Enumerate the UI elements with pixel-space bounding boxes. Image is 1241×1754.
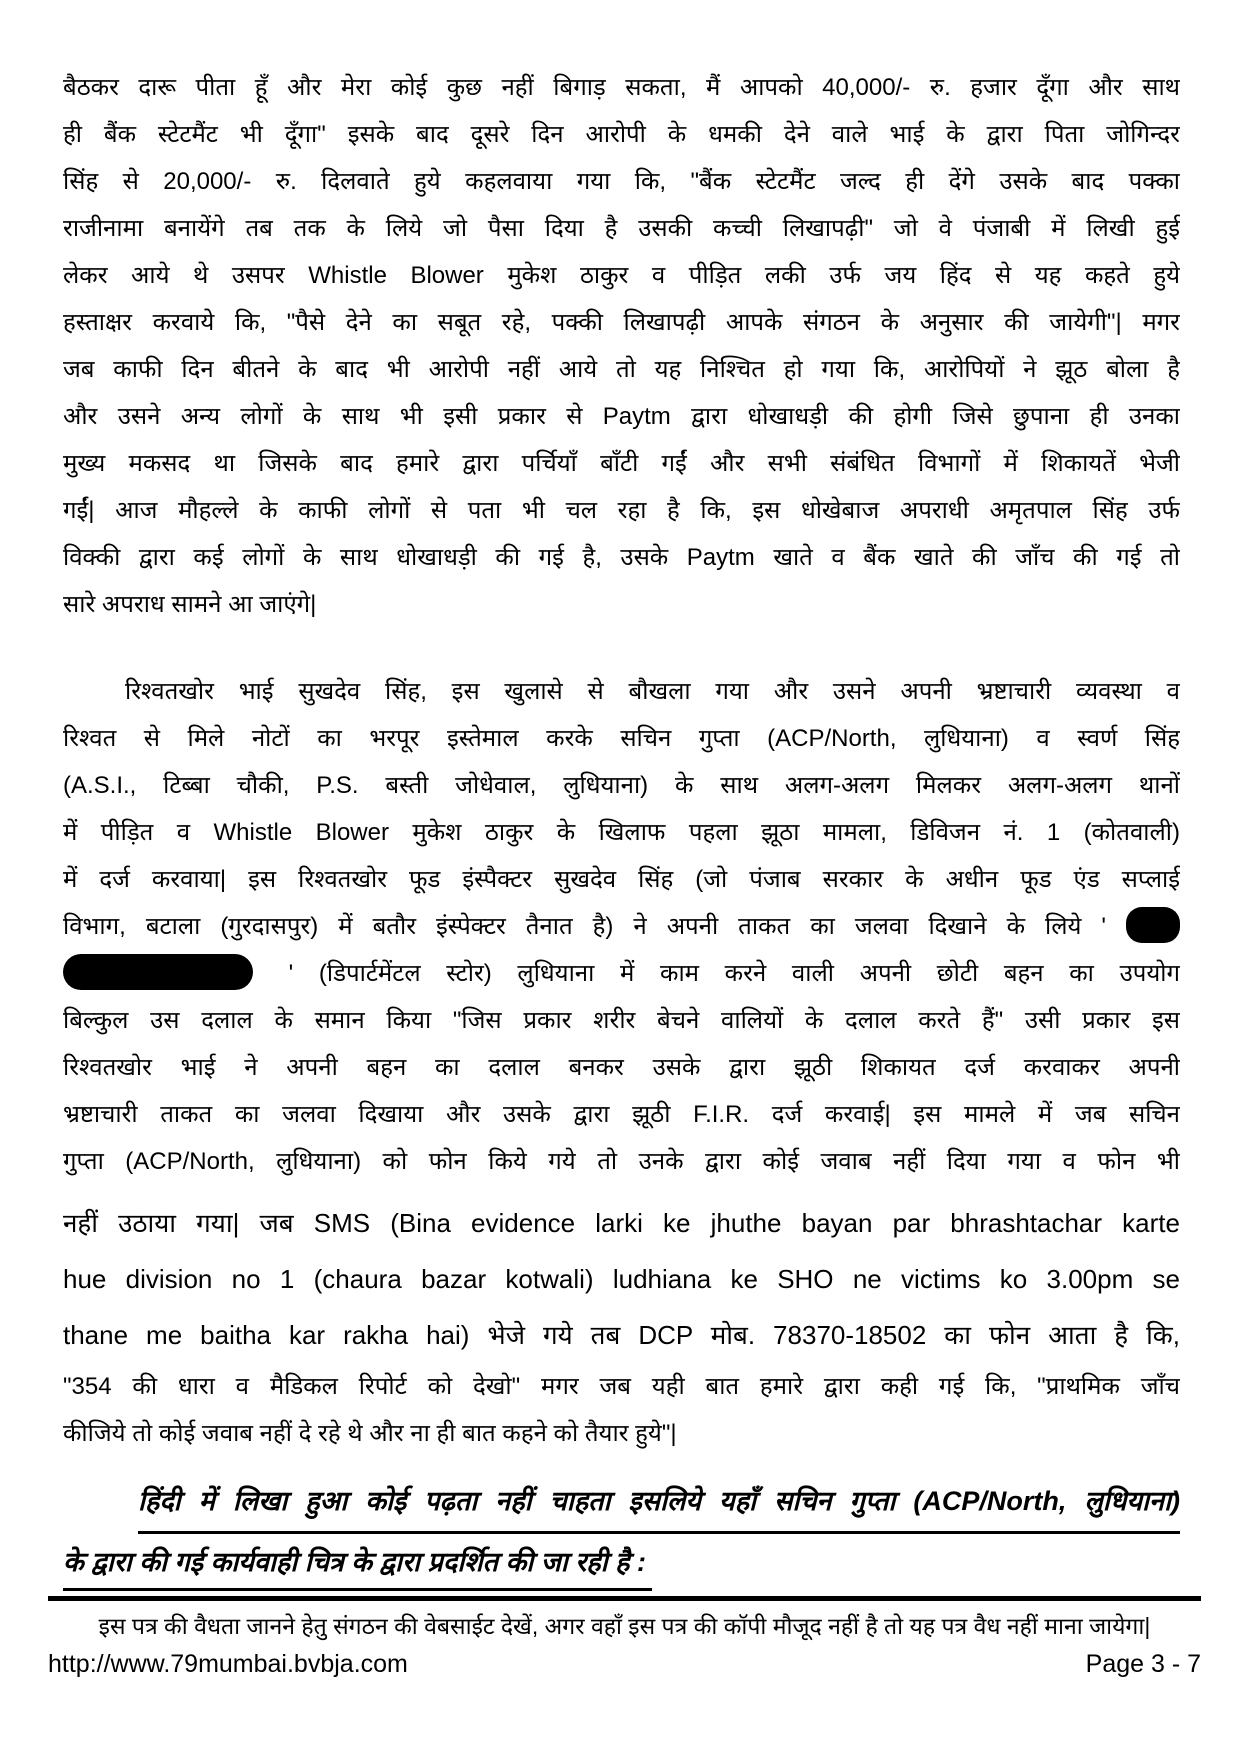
section-heading-line bbox=[63, 1540, 1180, 1590]
para1-line: हस्ताक्षर करवाये कि, "पैसे देने का सबूत रहे, पक्की लिखापढ़ी आपके संगठन के अनुसार की जायेगी"| मगर bbox=[63, 309, 1180, 336]
para2-line-with-redaction bbox=[63, 903, 1180, 950]
page-footer bbox=[48, 1596, 1201, 1679]
para2-line-sms: नहीं उठाया गया| जब SMS (Bina evidence larki ke jhuthe bayan par bhrashtachar karte bbox=[63, 1208, 1180, 1238]
paragraph-1 bbox=[63, 64, 1180, 628]
section-heading-text: के द्वारा की गई कार्यवाही चित्र के द्वारा प्रदर्शित की जा रही है : bbox=[63, 1540, 652, 1591]
paragraph-2 bbox=[63, 668, 1180, 1457]
para2-line: कीजिये तो कोई जवाब नहीं दे रहे थे और ना ही बात कहने को तैयार हुये"| bbox=[63, 1420, 677, 1447]
para1-line: लेकर आये थे उसपर Whistle Blower मुकेश ठाकुर व पीड़ित लकी उर्फ जय हिंद से यह कहते हुये bbox=[63, 262, 1180, 289]
para2-line: रिश्वत से मिले नोटों का भरपूर इस्तेमाल करके सचिन गुप्ता (ACP/North, लुधियाना) व स्वर्ण सिंह bbox=[63, 725, 1180, 752]
para1-line: जब काफी दिन बीतने के बाद भी आरोपी नहीं आये तो यह निश्चित हो गया कि, आरोपियों ने झूठ बोला है bbox=[63, 356, 1180, 383]
validity-note: इस पत्र की वैधता जानने हेतु संगठन की वेबसाईट देखें, अगर वहाँ इस पत्र की कॉपी मौजूद नहीं है तो यह पत्र वैध नहीं माना जायेगा| bbox=[98, 1613, 1151, 1639]
para1-line: और उसने अन्य लोगों के साथ भी इसी प्रकार से Paytm द्वारा धोखाधड़ी की होगी जिसे छुपाना ही उनका bbox=[63, 403, 1180, 430]
website-url: http://www.79mumbai.bvbja.com bbox=[48, 1650, 408, 1678]
para2-line: भ्रष्टाचारी ताकत का जलवा दिखाया और उसके द्वारा झूठी F.I.R. दर्ज करवाई| इस मामले में जब सचिन bbox=[63, 1101, 1180, 1128]
para2-line-sms: hue division no 1 (chaura bazar kotwali) ludhiana ke SHO ne victims ko 3.00pm se bbox=[63, 1264, 1180, 1294]
para1-line: ही बैंक स्टेटमैंट भी दूँगा" इसके बाद दूसरे दिन आरोपी के धमकी देने वाले भाई के द्वारा पिता जोगिन्दर bbox=[63, 121, 1180, 148]
para2-line: बिल्कुल उस दलाल के समान किया "जिस प्रकार शरीर बेचने वालियों के दलाल करते हैं" उसी प्रकार इस bbox=[63, 1007, 1180, 1034]
para2-line: रिश्वतखोर भाई सुखदेव सिंह, इस खुलासे से बौखला गया और उसने अपनी भ्रष्टाचारी व्यवस्था व bbox=[125, 678, 1180, 705]
para2-line-sms: thane me baitha kar rakha hai) भेजे गये तब DCP मोब. 78370-18502 का फोन आता है कि, bbox=[63, 1320, 1180, 1350]
page-number: Page 3 - 7 bbox=[1085, 1650, 1201, 1678]
footer-divider bbox=[48, 1596, 1201, 1601]
section-heading bbox=[63, 1477, 1180, 1590]
section-heading-line: हिंदी में लिखा हुआ कोई पढ़ता नहीं चाहता इसलिये यहाँ सचिन गुप्ता (ACP/North, लुधियाना) bbox=[138, 1477, 1180, 1534]
para1-line: विक्की द्वारा कई लोगों के साथ धोखाधड़ी की गई है, उसके Paytm खाते व बैंक खाते की जाँच की गई तो bbox=[63, 544, 1180, 571]
para2-line: गुप्ता (ACP/North, लुधियाना) को फोन किये गये तो उनके द्वारा कोई जवाब नहीं दिया गया व फोन भी bbox=[63, 1148, 1180, 1175]
redaction-block bbox=[63, 954, 253, 990]
para1-line: सिंह से 20,000/- रु. दिलवाते हुये कहलवाया गया कि, "बैंक स्टेटमैंट जल्द ही देंगे उसके बाद पक्का bbox=[63, 168, 1180, 195]
redaction-block bbox=[1126, 907, 1180, 943]
para2-line: "354 की धारा व मैडिकल रिपोर्ट को देखो" मगर जब यही बात हमारे द्वारा कही गई कि, "प्राथमिक जाँच bbox=[63, 1373, 1180, 1400]
para1-line: गईं| आज मौहल्ले के काफी लोगों से पता भी चल रहा है कि, इस धोखेबाज अपराधी अमृतपाल सिंह उर्फ bbox=[63, 497, 1180, 524]
para1-line: मुख्य मकसद था जिसके बाद हमारे द्वारा पर्चियाँ बाँटी गईं और सभी संबंधित विभागों में शिकायतें भेजी bbox=[63, 450, 1180, 477]
para1-line: सारे अपराध सामने आ जाएंगे| bbox=[63, 591, 317, 618]
para2-line: (A.S.I., टिब्बा चौकी, P.S. बस्ती जोधेवाल, लुधियाना) के साथ अलग-अलग मिलकर अलग-अलग थानों bbox=[63, 772, 1180, 799]
para2-line: रिश्वतखोर भाई ने अपनी बहन का दलाल बनकर उसके द्वारा झूठी शिकायत दर्ज करवाकर अपनी bbox=[63, 1054, 1180, 1081]
para2-line-text: ' (डिपार्टमेंटल स्टोर) लुधियाना में काम करने वाली अपनी छोटी बहन का उपयोग bbox=[288, 960, 1180, 987]
para2-line-with-redaction bbox=[63, 950, 1180, 997]
para2-line: में दर्ज करवाया| इस रिश्वतखोर फूड इंस्पैक्टर सुखदेव सिंह (जो पंजाब सरकार के अधीन फूड एंड सप्लाई bbox=[63, 866, 1180, 893]
para2-line: में पीड़ित व Whistle Blower मुकेश ठाकुर के खिलाफ पहला झूठा मामला, डिविजन नं. 1 (कोतवाली) bbox=[63, 819, 1180, 846]
para1-line: राजीनामा बनायेंगे तब तक के लिये जो पैसा दिया है उसकी कच्ची लिखापढ़ी" जो वे पंजाबी में लिखी हुई bbox=[63, 215, 1180, 242]
para1-line: बैठकर दारू पीता हूँ और मेरा कोई कुछ नहीं बिगाड़ सकता, मैं आपको 40,000/- रु. हजार दूँगा और साथ bbox=[63, 74, 1180, 101]
document-body bbox=[63, 64, 1180, 1590]
para2-line-text: विभाग, बटाला (गुरदासपुर) में बतौर इंस्पेक्टर तैनात है) ने अपनी ताकत का जलवा दिखाने के लिये ' bbox=[63, 913, 1106, 940]
footer-row bbox=[48, 1650, 1201, 1679]
